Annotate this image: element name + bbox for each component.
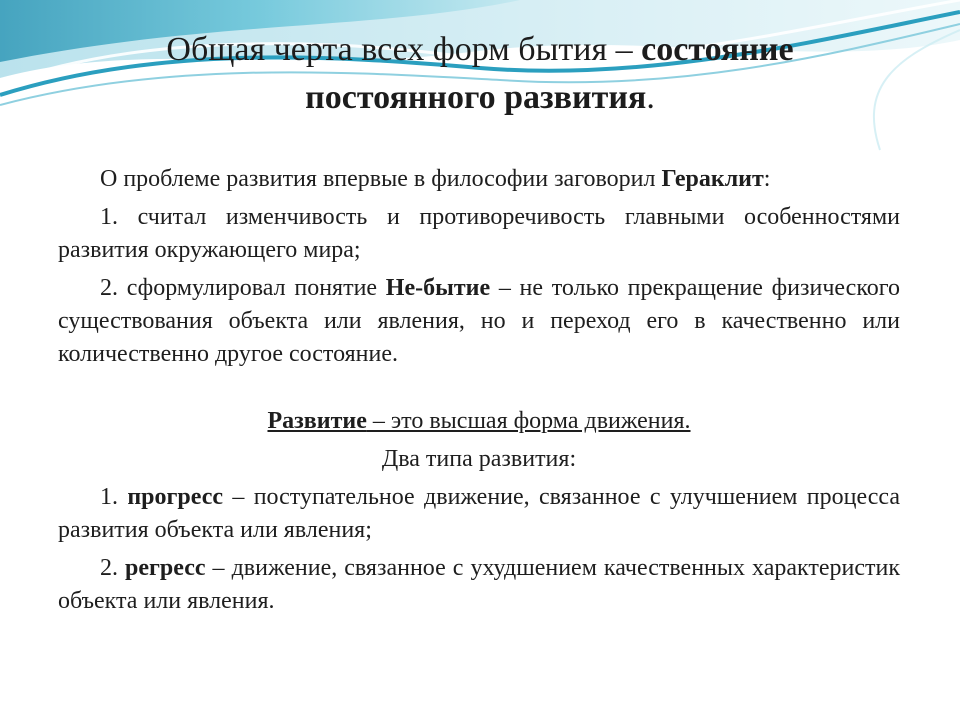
intro-text: О проблеме развития впервые в философии заговорил (100, 166, 662, 192)
intro-name: Гераклит (661, 166, 764, 192)
heraclitus-point-2 (58, 272, 900, 371)
title-bold-2: постоянного развития (305, 79, 647, 116)
intro-colon: : (763, 166, 771, 192)
point-2-post: – не только прекращение физического существования объекта или явления, но и переход его в качественно или количественно другое состояние. (58, 275, 901, 367)
types-heading: Два типа развития: (381, 446, 577, 472)
title-period: . (646, 79, 655, 116)
type-1-term: прогресс (127, 484, 224, 510)
type-progress (58, 481, 900, 547)
type-1-num: 1. (100, 484, 128, 510)
title-text: Общая черта всех форм бытия – (166, 31, 642, 68)
slide-body (58, 163, 900, 618)
slide-title (60, 26, 900, 122)
type-2-num: 2. (100, 555, 126, 581)
point-2-pre: 2. сформулировал понятие (100, 275, 386, 301)
type-1-rest: – поступательное движение, связанное с улучшением процесса развития объекта или явления; (58, 484, 900, 543)
definition-line (58, 405, 900, 438)
intro-paragraph (58, 163, 900, 196)
type-2-term: регресс (125, 555, 206, 581)
type-regress (58, 552, 900, 618)
heraclitus-point-1: 1. считал изменчивость и противоречивость главными особенностями развития окружающего мира; (58, 204, 900, 263)
definition-rest: – это высшая форма движения. (366, 408, 691, 434)
definition-term: Развитие (267, 408, 367, 434)
point-2-term: Не-бытие (385, 275, 491, 301)
type-2-rest: – движение, связанное с ухудшением качественных характеристик объекта или явления. (58, 555, 901, 614)
title-bold-1: состояние (641, 31, 794, 68)
